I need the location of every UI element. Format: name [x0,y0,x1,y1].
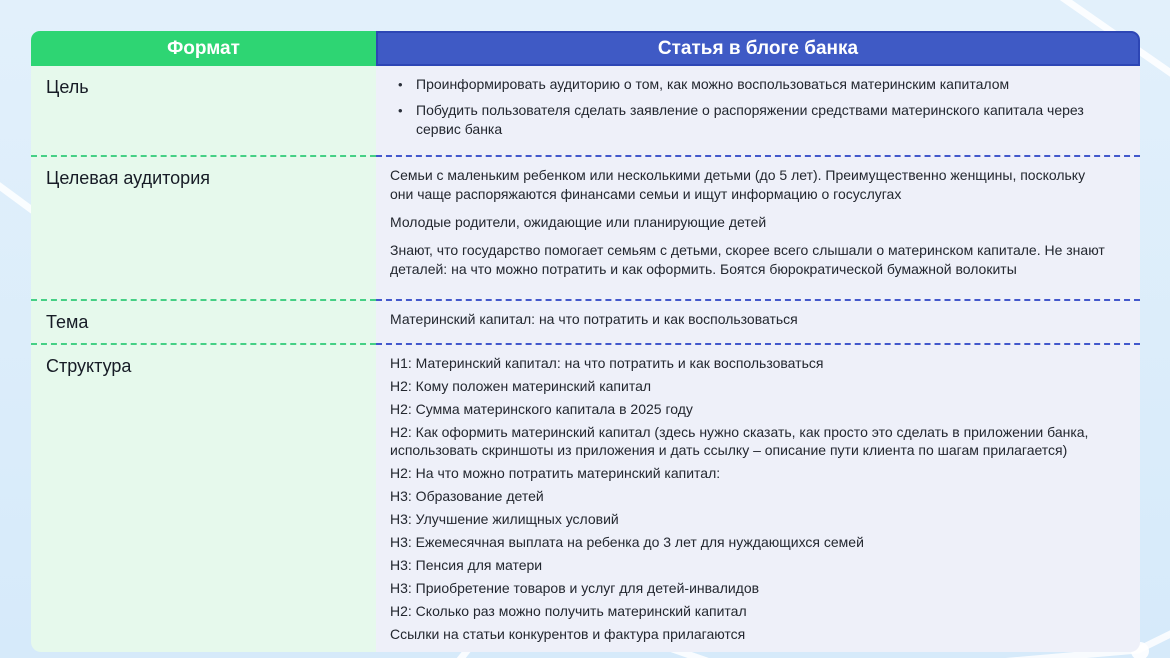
audience-paragraph: Молодые родители, ожидающие или планирующие детей [390,214,767,230]
structure-outline-item: Ссылки на статьи конкурентов и фактура прилагаются [390,626,746,642]
row-label-cell [31,343,376,652]
header-cell-article [376,31,1140,66]
goal-bullet-text: Проинформировать аудиторию о том, как можно воспользоваться материнским капиталом [416,76,1010,92]
bullet-icon: • [398,77,403,92]
table-row-audience [31,155,1140,299]
structure-outline-item: H1: Материнский капитал: на что потратить и как воспользоваться [390,355,824,371]
structure-outline-item: H2: Как оформить материнский капитал (здесь нужно сказать, как просто это сделать в приложении банка, использовать скриншоты из приложения и дать ссылку – описание пути клиента по шагам прилагается) [390,424,1089,458]
row-audience-content-cell [376,155,1140,299]
row-audience-label: Целевая аудитория [46,168,210,188]
structure-outline-item: H3: Улучшение жилищных условий [390,511,619,527]
table-row-topic [31,299,1140,343]
header-cell-format [31,31,376,66]
table-row-goal [31,66,1140,155]
structure-outline-item: H2: Сумма материнского капитала в 2025 году [390,401,693,417]
list-item [398,75,1098,94]
row-topic-content-cell [376,299,1140,343]
bullet-icon: • [398,103,403,118]
structure-outline-item: H2: На что можно потратить материнский капитал: [390,465,721,481]
header-article-label: Статья в блоге банка [657,37,859,59]
structure-outline-item: H2: Кому положен материнский капитал [390,378,652,394]
row-structure-content-cell [376,343,1140,652]
topic-text: Материнский капитал: на что потратить и как воспользоваться [390,311,798,327]
row-goal-label: Цель [46,77,89,97]
list-item [398,101,1098,139]
row-label-cell [31,299,376,343]
structure-outline-item: H3: Ежемесячная выплата на ребенка до 3 лет для нуждающихся семей [390,534,864,550]
row-goal-content-cell [376,66,1140,155]
audience-paragraph: Знают, что государство помогает семьям с детьми, скорее всего слышали о материнском капитале. Не знают деталей: на что можно потратить и как оформить. Боятся бюрократической бумажной волокиты [390,242,1105,277]
table-row-structure [31,343,1140,652]
audience-paragraph: Семьи с маленьким ребенком или несколькими детьми (до 5 лет). Преимущественно женщины, поскольку они чаще распоряжаются финансами семьи и ищут информацию о госуслугах [390,167,1086,202]
structure-outline-item: H3: Приобретение товаров и услуг для детей-инвалидов [390,580,760,596]
structure-outline-item: H2: Сколько раз можно получить материнский капитал [390,603,747,619]
table-header-row [31,31,1140,66]
structure-outline-item: H3: Пенсия для матери [390,557,543,573]
content-brief-table [31,31,1140,652]
header-format-label: Формат [167,37,240,59]
row-topic-label: Тема [46,312,89,332]
structure-outline-item: H3: Образование детей [390,488,544,504]
row-label-cell [31,66,376,155]
goal-bullet-list [390,75,1124,139]
row-structure-label: Структура [46,356,132,376]
goal-bullet-text: Побудить пользователя сделать заявление о распоряжении средствами материнского капитала через сервис банка [416,102,1084,137]
row-label-cell [31,155,376,299]
